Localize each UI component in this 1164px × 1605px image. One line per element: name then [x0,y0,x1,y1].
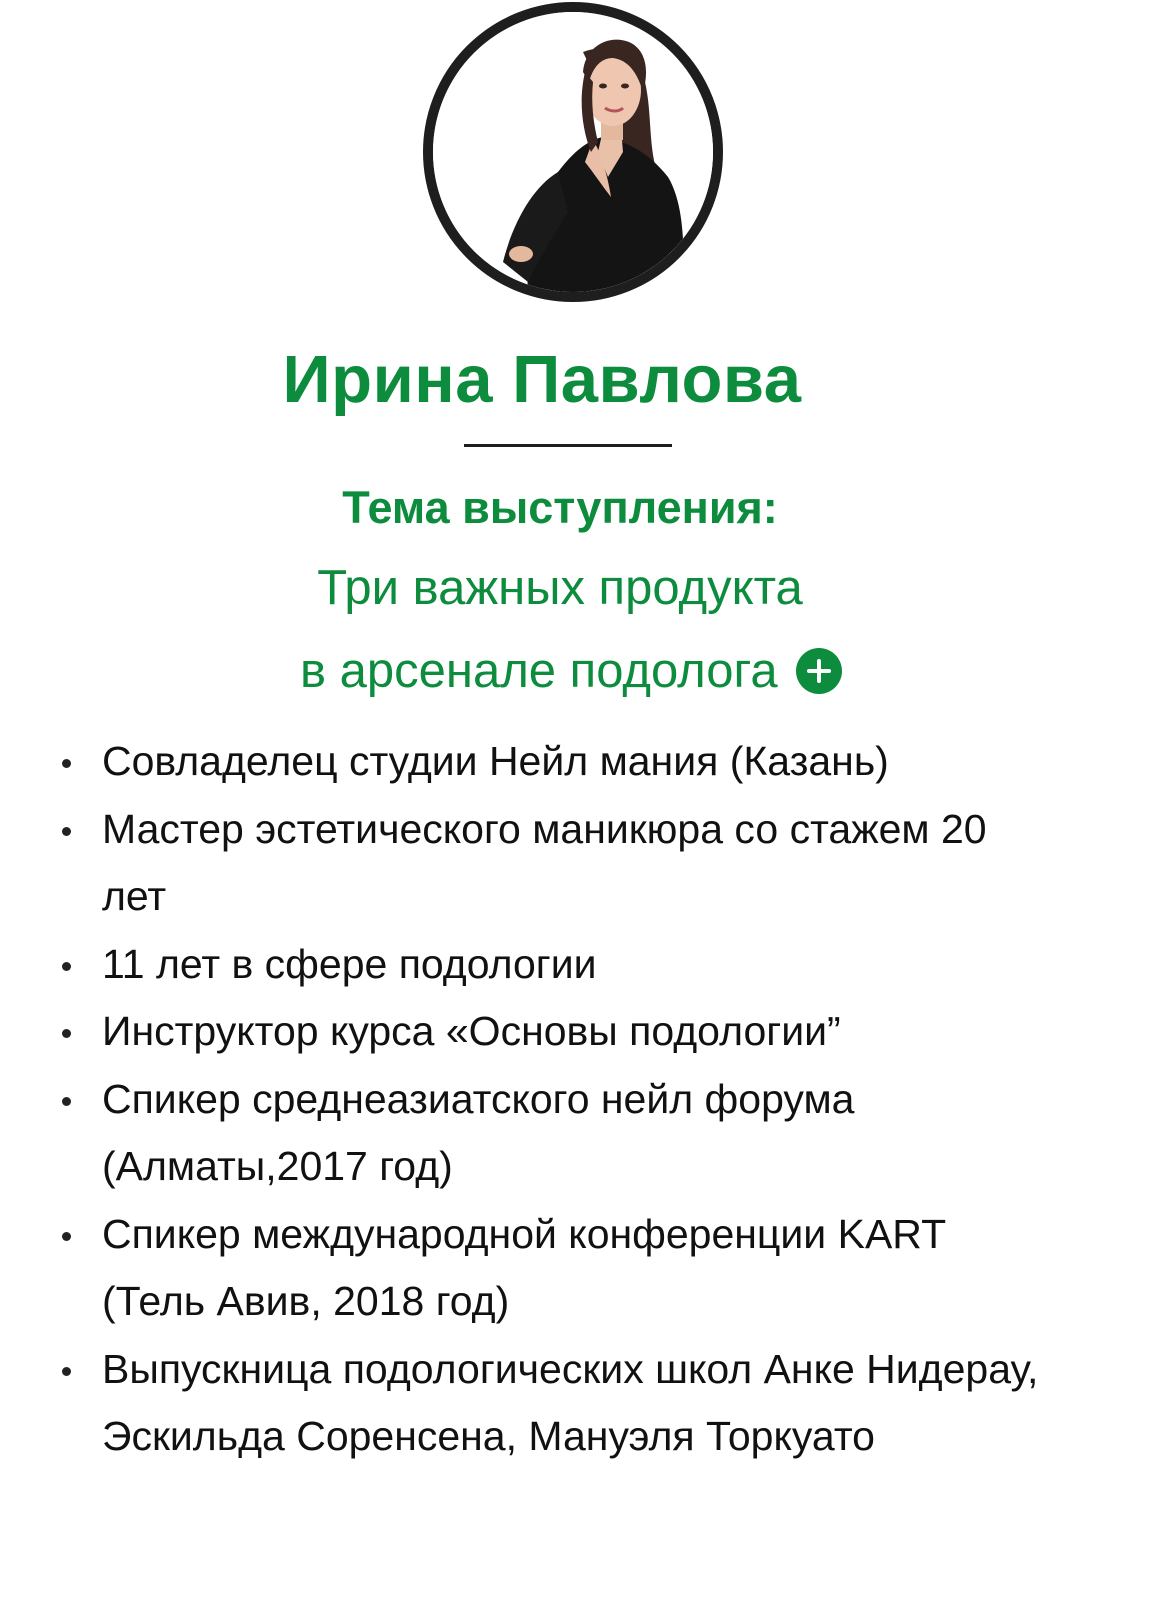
speaker-avatar [423,2,723,302]
bio-list [56,728,1056,1471]
plus-circle-icon[interactable] [796,648,842,694]
topic-heading: Тема выступления: [342,482,778,533]
bio-item-graduate: Выпускница подологических школ Анке Нидерау, Эскильда Соренсена, Мануэля Торкуато [56,1336,1056,1471]
speaker-name: Ирина Павлова [282,342,802,417]
bio-item-central-asian-forum: Спикер среднеазиатского нейл форума (Алматы,2017 год) [56,1066,1056,1201]
bio-item-kart-conference: Спикер международной конференции KART (Тель Авив, 2018 год) [56,1201,1056,1336]
topic-title-line-1: Три важных продукта [317,561,803,615]
bio-item-studio-owner: Совладелец студии Нейл мания (Казань) [56,728,1056,796]
topic-title-line-2 [300,638,842,704]
topic-title-line-2-text: в арсенале подолога [300,644,778,698]
bio-item-podology-years: 11 лет в сфере подологии [56,931,1056,999]
speaker-portrait-image [433,12,713,292]
bio-item-manicure-master: Мастер эстетического маникюра со стажем 20 лет [56,796,1056,931]
bio-item-course-instructor: Инструктор курса «Основы подологии” [56,998,1056,1066]
divider [464,444,672,447]
